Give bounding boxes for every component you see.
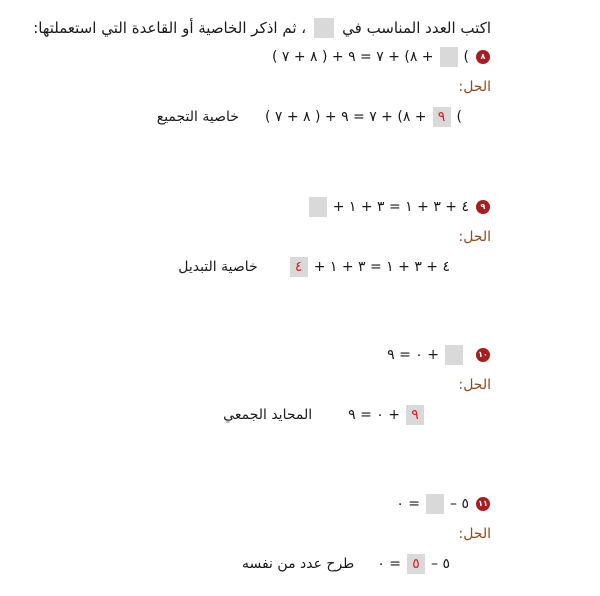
question-expression-left: ٩ = ٠ +	[387, 347, 439, 363]
answer-filled-box: ٤	[290, 257, 308, 277]
problem-number-badge: ٨	[476, 50, 490, 64]
problem-8	[0, 47, 600, 137]
solution-line	[223, 405, 430, 425]
question-line	[303, 197, 490, 217]
question-expression-left: ( ٧ + ٨ ) + ٩ = ٧ + (٨ +	[271, 49, 434, 65]
solution-expression-right: – ٥	[431, 556, 450, 572]
instruction-text-end: ، ثم اذكر الخاصية أو القاعدة التي استعملتها:	[33, 19, 307, 37]
answer-blank-box	[426, 494, 444, 514]
problem-number-badge: ١٠	[476, 348, 490, 362]
property-name: المحايد الجمعي	[223, 407, 313, 423]
answer-filled-box: ٩	[433, 107, 451, 127]
solution-expression-right: (	[456, 109, 462, 125]
solution-label: الحل:	[458, 377, 491, 393]
answer-blank-box	[309, 197, 327, 217]
solution-label: الحل:	[458, 229, 491, 245]
property-name: طرح عدد من نفسه	[241, 556, 355, 572]
question-line	[272, 47, 490, 67]
problem-11	[0, 494, 600, 584]
problem-number-badge: ١١	[476, 497, 490, 511]
solution-line	[242, 554, 450, 574]
solution-label: الحل:	[458, 79, 491, 95]
problem-10	[0, 345, 600, 435]
instruction-line	[33, 18, 491, 38]
question-line	[396, 494, 490, 514]
problem-number-badge: ٩	[476, 200, 490, 214]
blank-box-sample	[314, 18, 334, 38]
solution-expression-left: ( ٧ + ٨ ) + ٩ = ٧ + (٨ +	[264, 109, 427, 125]
question-expression-right: + ١ + ٣ = ١ + ٣ + ٤	[332, 199, 469, 215]
instruction-text-start: اكتب العدد المناسب في	[342, 19, 491, 37]
solution-expression-left: ٩ = ٠ +	[348, 407, 400, 423]
solution-expression-left: ٠ =	[377, 556, 402, 572]
answer-filled-box: ٥	[407, 554, 425, 574]
answer-blank-box	[445, 345, 463, 365]
solution-label: الحل:	[458, 526, 491, 542]
question-expression-right: (	[463, 49, 469, 65]
answer-blank-box	[440, 47, 458, 67]
property-name: خاصية التبديل	[178, 259, 258, 275]
property-name: خاصية التجميع	[156, 109, 239, 125]
question-line	[387, 345, 490, 365]
problem-9	[0, 197, 600, 287]
solution-line	[157, 107, 462, 127]
answer-filled-box: ٩	[406, 405, 424, 425]
solution-line	[178, 257, 450, 277]
solution-expression-right: + ١ + ٣ = ١ + ٣ + ٤	[313, 259, 450, 275]
question-expression-left: ٠ =	[396, 496, 421, 512]
question-expression-right: – ٥	[450, 496, 469, 512]
